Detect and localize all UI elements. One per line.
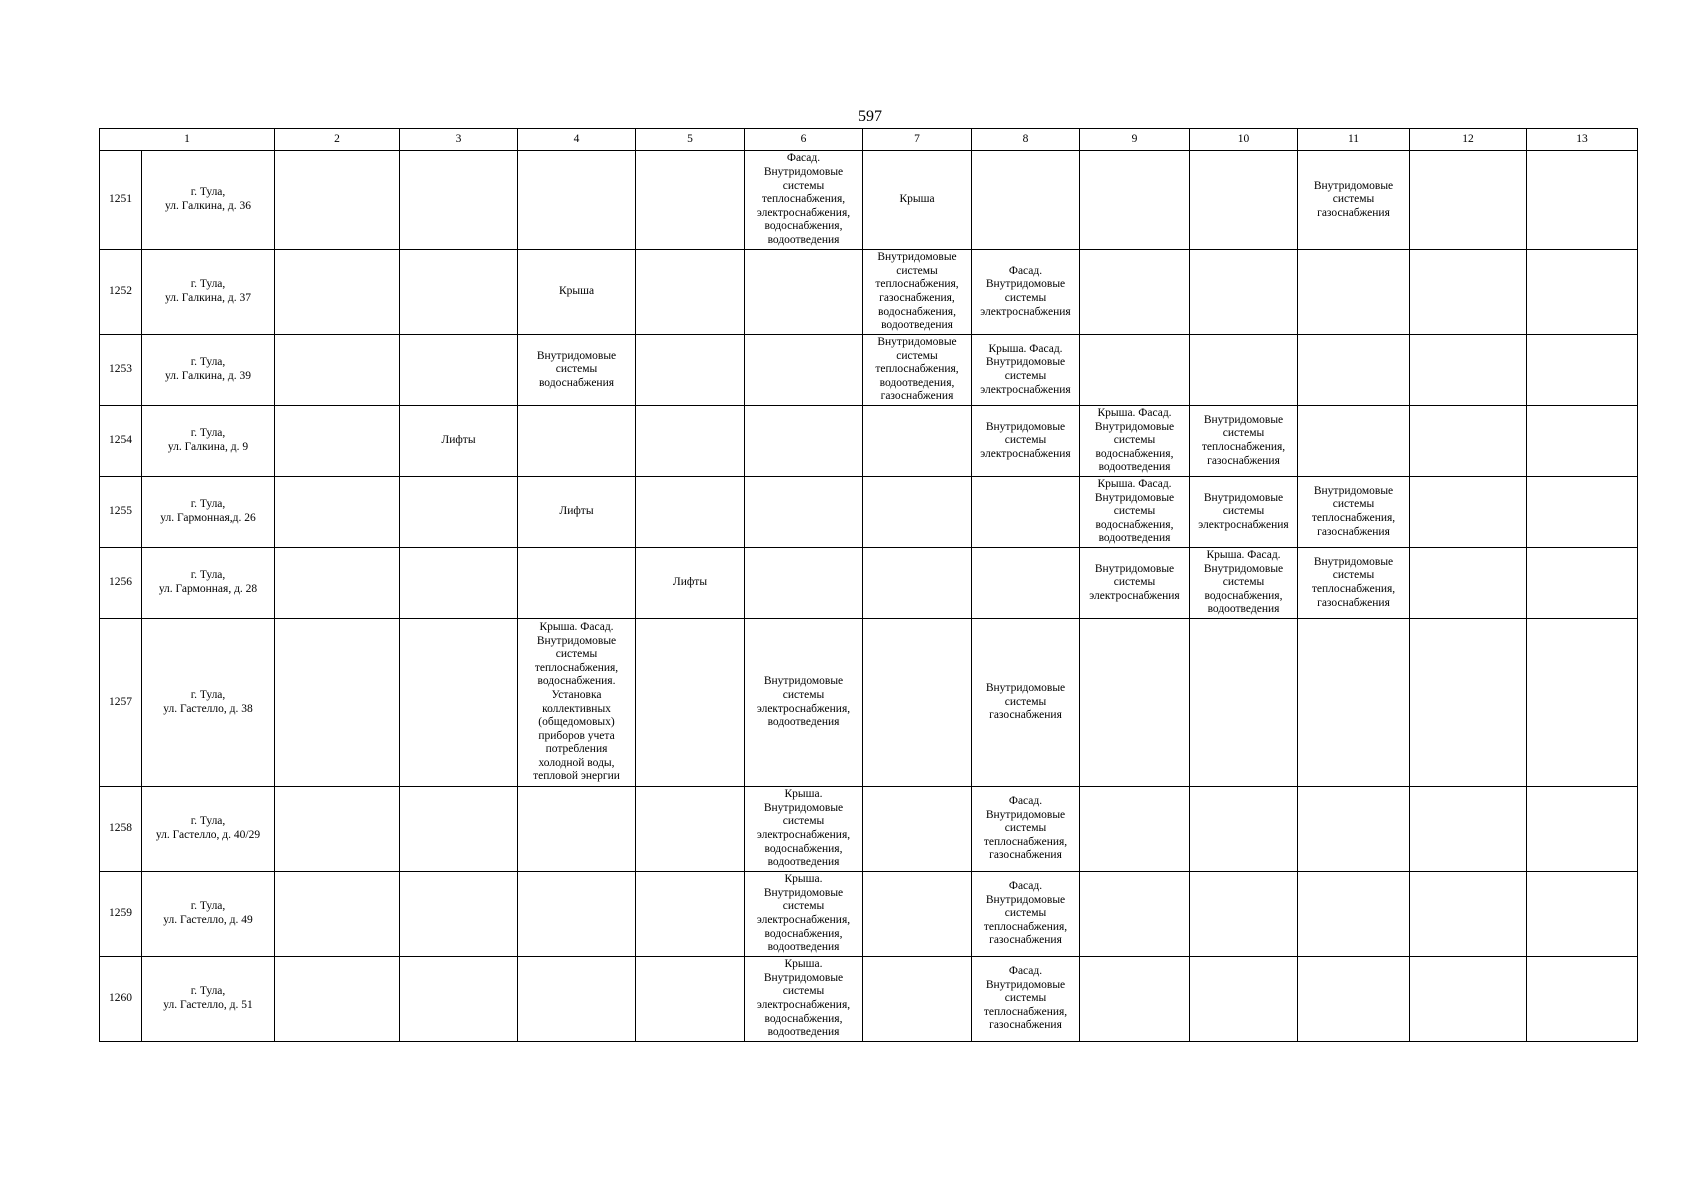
work-type-cell <box>1527 335 1638 406</box>
work-type-cell <box>1298 787 1410 872</box>
address-cell: г. Тула, ул. Гастелло, д. 51 <box>142 957 275 1042</box>
address-cell: г. Тула, ул. Гармонная,д. 26 <box>142 477 275 548</box>
work-type-cell <box>1190 335 1298 406</box>
work-type-cell <box>1080 787 1190 872</box>
address-cell: г. Тула, ул. Галкина, д. 39 <box>142 335 275 406</box>
work-type-cell <box>636 151 745 250</box>
work-type-cell <box>636 477 745 548</box>
work-type-cell <box>1190 619 1298 787</box>
work-type-cell <box>636 787 745 872</box>
work-type-cell <box>1298 872 1410 957</box>
work-type-cell <box>1190 151 1298 250</box>
work-type-cell <box>1190 250 1298 335</box>
column-header: 3 <box>400 129 518 151</box>
table-row <box>100 335 1638 406</box>
work-type-cell <box>1527 151 1638 250</box>
work-type-cell: Крыша. Фасад. Внутридомовые системы водоснабжения, водоотведения <box>1080 406 1190 477</box>
address-cell: г. Тула, ул. Галкина, д. 9 <box>142 406 275 477</box>
row-number: 1254 <box>100 406 142 477</box>
work-type-cell <box>863 477 972 548</box>
work-type-cell <box>1410 250 1527 335</box>
work-type-cell <box>1190 872 1298 957</box>
work-type-cell <box>863 619 972 787</box>
column-header: 8 <box>972 129 1080 151</box>
work-type-cell <box>518 548 636 619</box>
work-type-cell <box>1298 619 1410 787</box>
table-header <box>100 129 1638 151</box>
work-type-cell <box>1298 406 1410 477</box>
work-type-cell <box>400 787 518 872</box>
row-number: 1260 <box>100 957 142 1042</box>
work-type-cell <box>1298 335 1410 406</box>
address-cell: г. Тула, ул. Галкина, д. 37 <box>142 250 275 335</box>
work-type-cell <box>400 250 518 335</box>
row-number: 1256 <box>100 548 142 619</box>
work-type-cell: Крыша. Внутридомовые системы электроснабжения, водоснабжения, водоотведения <box>745 787 863 872</box>
address-cell: г. Тула, ул. Гастелло, д. 49 <box>142 872 275 957</box>
work-type-cell <box>863 548 972 619</box>
column-header: 6 <box>745 129 863 151</box>
work-type-cell <box>636 619 745 787</box>
work-type-cell: Крыша. Фасад. Внутридомовые системы теплоснабжения, водоснабжения. Установка коллективных (общедомовых) приборов учета потребления холодной воды, тепловой энергии <box>518 619 636 787</box>
work-type-cell <box>636 406 745 477</box>
work-type-cell <box>745 335 863 406</box>
work-type-cell <box>518 957 636 1042</box>
work-type-cell: Внутридомовые системы газоснабжения <box>1298 151 1410 250</box>
work-type-cell <box>863 787 972 872</box>
work-type-cell <box>1527 787 1638 872</box>
work-type-cell: Фасад. Внутридомовые системы теплоснабжения, газоснабжения <box>972 957 1080 1042</box>
table-row <box>100 250 1638 335</box>
column-header: 10 <box>1190 129 1298 151</box>
work-type-cell <box>745 406 863 477</box>
work-type-cell: Крыша. Фасад. Внутридомовые системы водоснабжения, водоотведения <box>1080 477 1190 548</box>
column-header: 1 <box>100 129 275 151</box>
work-type-cell <box>275 548 400 619</box>
work-type-cell <box>275 335 400 406</box>
work-type-cell: Фасад. Внутридомовые системы теплоснабжения, газоснабжения <box>972 787 1080 872</box>
work-type-cell <box>636 335 745 406</box>
row-number: 1259 <box>100 872 142 957</box>
column-header: 5 <box>636 129 745 151</box>
row-number: 1257 <box>100 619 142 787</box>
table-row <box>100 477 1638 548</box>
work-type-cell: Внутридомовые системы теплоснабжения, газоснабжения, водоснабжения, водоотведения <box>863 250 972 335</box>
work-type-cell <box>518 787 636 872</box>
work-type-cell <box>1080 872 1190 957</box>
work-type-cell: Внутридомовые системы электроснабжения <box>972 406 1080 477</box>
work-type-cell <box>1527 872 1638 957</box>
work-type-cell <box>1527 548 1638 619</box>
row-number: 1251 <box>100 151 142 250</box>
work-type-cell: Внутридомовые системы теплоснабжения, газоснабжения <box>1190 406 1298 477</box>
address-cell: г. Тула, ул. Галкина, д. 36 <box>142 151 275 250</box>
work-type-cell: Крыша. Внутридомовые системы электроснабжения, водоснабжения, водоотведения <box>745 872 863 957</box>
work-type-cell <box>1410 477 1527 548</box>
work-type-cell <box>863 957 972 1042</box>
work-type-cell <box>1410 548 1527 619</box>
work-type-cell <box>972 548 1080 619</box>
work-type-cell <box>1080 335 1190 406</box>
table-row <box>100 151 1638 250</box>
work-type-cell <box>400 477 518 548</box>
address-cell: г. Тула, ул. Гармонная, д. 28 <box>142 548 275 619</box>
work-type-cell <box>1527 250 1638 335</box>
table-body <box>100 151 1638 1042</box>
work-type-cell <box>1527 406 1638 477</box>
work-type-cell <box>863 406 972 477</box>
work-type-cell <box>1410 957 1527 1042</box>
work-type-cell: Внутридомовые системы теплоснабжения, газоснабжения <box>1298 548 1410 619</box>
work-type-cell <box>275 957 400 1042</box>
work-type-cell <box>1527 477 1638 548</box>
work-type-cell <box>400 619 518 787</box>
work-type-cell <box>1190 957 1298 1042</box>
work-type-cell: Фасад. Внутридомовые системы теплоснабжения, газоснабжения <box>972 872 1080 957</box>
work-type-cell <box>1080 250 1190 335</box>
work-type-cell: Лифты <box>518 477 636 548</box>
table-row <box>100 548 1638 619</box>
work-type-cell <box>1410 406 1527 477</box>
work-type-cell <box>1080 619 1190 787</box>
address-cell: г. Тула, ул. Гастелло, д. 40/29 <box>142 787 275 872</box>
work-type-cell <box>972 151 1080 250</box>
work-type-cell <box>745 250 863 335</box>
row-number: 1258 <box>100 787 142 872</box>
work-type-cell <box>275 250 400 335</box>
table-row <box>100 406 1638 477</box>
work-type-cell <box>275 406 400 477</box>
work-type-cell <box>1527 957 1638 1042</box>
work-type-cell <box>275 151 400 250</box>
row-number: 1252 <box>100 250 142 335</box>
work-type-cell <box>1410 335 1527 406</box>
work-type-cell <box>518 406 636 477</box>
row-number: 1255 <box>100 477 142 548</box>
work-type-cell: Внутридомовые системы водоснабжения <box>518 335 636 406</box>
work-type-cell <box>636 872 745 957</box>
work-type-cell <box>400 335 518 406</box>
work-type-cell <box>400 151 518 250</box>
repair-schedule-table <box>99 128 1638 1042</box>
column-header: 9 <box>1080 129 1190 151</box>
work-type-cell: Крыша. Фасад. Внутридомовые системы электроснабжения <box>972 335 1080 406</box>
work-type-cell <box>1298 957 1410 1042</box>
work-type-cell <box>400 548 518 619</box>
column-header: 7 <box>863 129 972 151</box>
work-type-cell <box>275 619 400 787</box>
work-type-cell: Внутридомовые системы газоснабжения <box>972 619 1080 787</box>
work-type-cell: Фасад. Внутридомовые системы теплоснабжения, электроснабжения, водоснабжения, водоотведения <box>745 151 863 250</box>
column-header: 2 <box>275 129 400 151</box>
work-type-cell <box>518 872 636 957</box>
work-type-cell <box>275 872 400 957</box>
work-type-cell <box>1410 151 1527 250</box>
row-number: 1253 <box>100 335 142 406</box>
work-type-cell <box>275 477 400 548</box>
work-type-cell <box>1410 787 1527 872</box>
address-cell: г. Тула, ул. Гастелло, д. 38 <box>142 619 275 787</box>
work-type-cell <box>636 250 745 335</box>
work-type-cell: Крыша <box>518 250 636 335</box>
work-type-cell <box>400 872 518 957</box>
work-type-cell: Внутридомовые системы электроснабжения, водоотведения <box>745 619 863 787</box>
column-header: 11 <box>1298 129 1410 151</box>
work-type-cell: Лифты <box>400 406 518 477</box>
work-type-cell <box>1080 151 1190 250</box>
work-type-cell <box>972 477 1080 548</box>
work-type-cell <box>863 872 972 957</box>
table-row <box>100 872 1638 957</box>
work-type-cell <box>1298 250 1410 335</box>
work-type-cell: Фасад. Внутридомовые системы электроснабжения <box>972 250 1080 335</box>
work-type-cell: Крыша <box>863 151 972 250</box>
work-type-cell: Крыша. Внутридомовые системы электроснабжения, водоснабжения, водоотведения <box>745 957 863 1042</box>
work-type-cell: Внутридомовые системы теплоснабжения, газоснабжения <box>1298 477 1410 548</box>
work-type-cell <box>275 787 400 872</box>
work-type-cell <box>1410 872 1527 957</box>
work-type-cell <box>1527 619 1638 787</box>
work-type-cell: Крыша. Фасад. Внутридомовые системы водоснабжения, водоотведения <box>1190 548 1298 619</box>
work-type-cell <box>518 151 636 250</box>
table-row <box>100 619 1638 787</box>
column-header: 13 <box>1527 129 1638 151</box>
page-number: 597 <box>858 108 882 125</box>
work-type-cell: Лифты <box>636 548 745 619</box>
table-row <box>100 957 1638 1042</box>
work-type-cell: Внутридомовые системы электроснабжения <box>1080 548 1190 619</box>
column-header: 12 <box>1410 129 1527 151</box>
work-type-cell <box>1190 787 1298 872</box>
work-type-cell <box>1080 957 1190 1042</box>
work-type-cell <box>636 957 745 1042</box>
work-type-cell <box>745 477 863 548</box>
table-row <box>100 787 1638 872</box>
work-type-cell: Внутридомовые системы теплоснабжения, водоотведения, газоснабжения <box>863 335 972 406</box>
column-header: 4 <box>518 129 636 151</box>
work-type-cell <box>1410 619 1527 787</box>
work-type-cell <box>745 548 863 619</box>
work-type-cell <box>400 957 518 1042</box>
work-type-cell: Внутридомовые системы электроснабжения <box>1190 477 1298 548</box>
